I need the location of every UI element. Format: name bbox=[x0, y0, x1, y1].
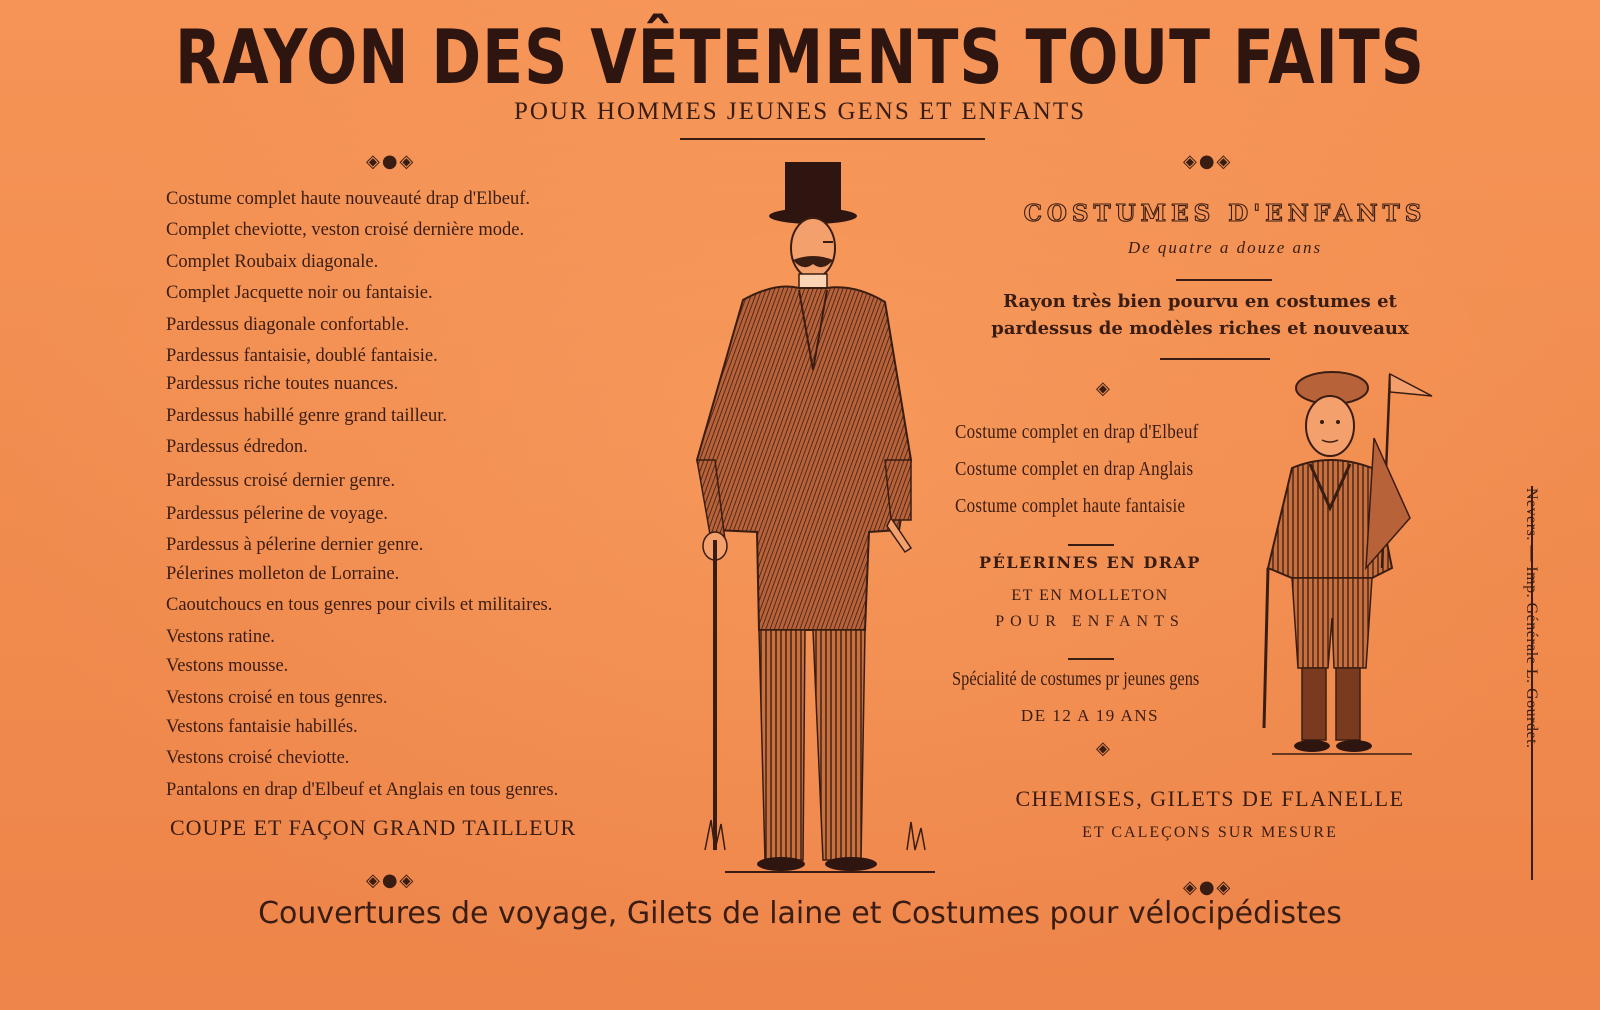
title-rule bbox=[680, 138, 985, 140]
ornament-icon: ◈●◈ bbox=[1183, 877, 1233, 898]
list-item: Complet Roubaix diagonale. bbox=[166, 251, 379, 272]
footer-tagline: Couvertures de voyage, Gilets de laine et Costumes pour vélocipédistes bbox=[258, 896, 1342, 931]
poster-subtitle: POUR HOMMES JEUNES GENS ET ENFANTS bbox=[514, 98, 1086, 125]
calecons-text: ET CALEÇONS SUR MESURE bbox=[1082, 824, 1338, 841]
list-item: Pardessus habillé genre grand tailleur. bbox=[166, 405, 448, 426]
ornament-icon: ◈ bbox=[1096, 738, 1112, 759]
list-item: Pardessus diagonale confortable. bbox=[166, 314, 409, 335]
divider bbox=[1160, 358, 1270, 360]
gentleman-illustration bbox=[685, 160, 945, 885]
list-item: Vestons ratine. bbox=[166, 626, 275, 647]
list-item: Pélerines molleton de Lorraine. bbox=[166, 563, 400, 584]
description-line: Rayon très bien pourvu en costumes et bbox=[1003, 291, 1397, 312]
list-item: Costume complet haute nouveauté drap d'Elbeuf. bbox=[166, 189, 530, 209]
divider bbox=[1176, 279, 1272, 281]
list-item: Pardessus à pélerine dernier genre. bbox=[166, 535, 424, 556]
molleton-text bbox=[955, 583, 1225, 635]
divider bbox=[1068, 544, 1114, 546]
list-item: Pantalons en drap d'Elbeuf et Anglais en tous genres. bbox=[166, 779, 559, 800]
mens-clothing-list bbox=[166, 184, 686, 806]
list-item: Complet cheviotte, veston croisé dernière mode. bbox=[166, 220, 525, 241]
coupe-tagline: COUPE ET FAÇON GRAND TAILLEUR bbox=[170, 815, 577, 840]
ornament-icon: ◈ bbox=[1096, 378, 1112, 399]
childrens-description bbox=[950, 288, 1450, 342]
list-item: Vestons mousse. bbox=[166, 656, 289, 677]
molleton-line: POUR ENFANTS bbox=[995, 613, 1185, 630]
ornament-icon: ◈●◈ bbox=[1183, 151, 1233, 172]
specialite-text: Spécialité de costumes pr jeunes gens bbox=[952, 668, 1200, 690]
printer-credit-text: Nevers. — Imp. Générale L. Gourdet. bbox=[1523, 488, 1540, 749]
list-item: Vestons croisé cheviotte. bbox=[166, 748, 350, 769]
list-item: Costume complet en drap Anglais bbox=[955, 458, 1194, 480]
pelerines-heading: PÉLERINES EN DRAP bbox=[979, 553, 1201, 572]
childrens-costume-list bbox=[955, 414, 1199, 525]
list-item: Pardessus croisé dernier genre. bbox=[166, 470, 396, 491]
list-item: Caoutchoucs en tous genres pour civils et militaires. bbox=[166, 595, 553, 616]
list-item: Pardessus riche toutes nuances. bbox=[166, 374, 399, 395]
list-item: Pardessus édredon. bbox=[166, 437, 308, 458]
divider bbox=[1068, 658, 1114, 660]
list-item: Pardessus pélerine de voyage. bbox=[166, 504, 388, 525]
age-range: DE 12 A 19 ANS bbox=[1020, 706, 1160, 725]
list-item: Costume complet en drap d'Elbeuf bbox=[955, 421, 1199, 443]
childrens-costumes-heading: COSTUMES D'ENFANTS bbox=[1023, 200, 1427, 227]
age-range-subheading: De quatre a douze ans bbox=[1127, 238, 1323, 257]
description-line: pardessus de modèles riches et nouveaux bbox=[991, 318, 1409, 339]
molleton-line: ET EN MOLLETON bbox=[1011, 587, 1169, 604]
ornament-icon: ◈●◈ bbox=[366, 870, 416, 891]
ornament-icon: ◈●◈ bbox=[366, 151, 416, 172]
list-item: Costume complet haute fantaisie bbox=[955, 495, 1186, 517]
list-item: Pardessus fantaisie, doublé fantaisie. bbox=[166, 346, 438, 367]
poster-title: RAYON DES VÊTEMENTS TOUT FAITS bbox=[175, 14, 1425, 102]
list-item: Vestons croisé en tous genres. bbox=[166, 687, 388, 708]
chemises-text: CHEMISES, GILETS DE FLANELLE bbox=[1015, 786, 1405, 811]
list-item: Complet Jacquette noir ou fantaisie. bbox=[166, 283, 433, 304]
list-item: Vestons fantaisie habillés. bbox=[166, 716, 358, 737]
boy-sailor-illustration bbox=[1262, 368, 1472, 778]
printer-credit bbox=[1523, 488, 1568, 880]
